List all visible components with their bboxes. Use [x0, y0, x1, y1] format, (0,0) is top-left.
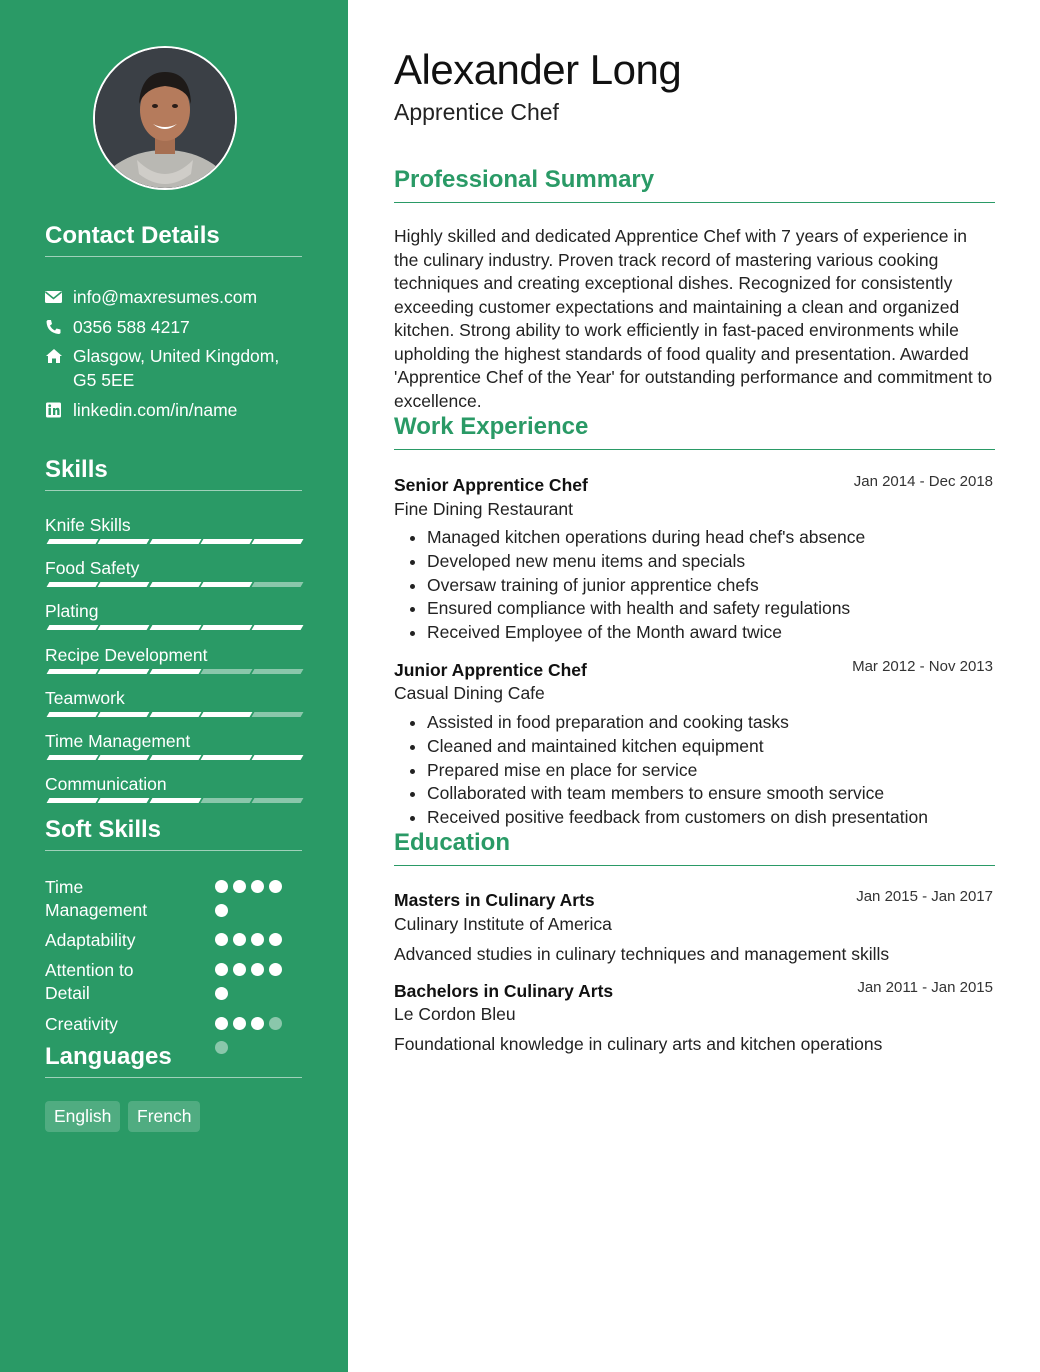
envelope-icon	[45, 289, 63, 305]
address-text: Glasgow, United Kingdom, G5 5EE	[73, 346, 280, 390]
skill-label: Recipe Development	[45, 644, 208, 665]
skill-rating	[45, 755, 303, 761]
soft-skill-dot	[251, 963, 264, 976]
skill-rating-segment	[200, 625, 252, 630]
skill-rating	[45, 582, 303, 588]
skill-rating-segment	[200, 582, 252, 587]
skill-rating-segment	[98, 539, 150, 544]
skill-rating-segment	[149, 669, 201, 674]
skill-rating-segment	[149, 798, 201, 803]
skill-rating-segment	[200, 539, 252, 544]
job-title: Junior Apprentice Chef	[394, 660, 587, 680]
soft-skill-label: Creativity	[45, 1014, 118, 1034]
summary-heading: Professional Summary	[394, 165, 995, 203]
skill-rating	[45, 539, 303, 545]
education-dates: Jan 2011 - Jan 2015	[857, 979, 993, 996]
phone-text[interactable]: 0356 588 4217	[73, 317, 190, 337]
soft-skill-dot	[269, 933, 282, 946]
job-dates: Mar 2012 - Nov 2013	[852, 658, 993, 675]
soft-skill-dot	[215, 963, 228, 976]
education-heading: Education	[394, 828, 995, 866]
skill-rating-segment	[200, 755, 252, 760]
job-company: Casual Dining Cafe	[394, 683, 545, 703]
skill-rating-segment	[98, 669, 150, 674]
skill-item	[45, 687, 303, 709]
skill-rating-segment	[47, 798, 99, 803]
degree-title: Bachelors in Culinary Arts	[394, 981, 614, 1001]
skill-label: Teamwork	[45, 687, 125, 708]
skill-rating-segment	[200, 669, 252, 674]
skill-rating-segment	[252, 755, 304, 760]
skill-rating	[45, 712, 303, 718]
skill-label: Food Safety	[45, 558, 140, 579]
avatar	[93, 46, 237, 190]
skill-rating	[45, 798, 303, 804]
languages-heading: Languages	[45, 1043, 302, 1078]
skill-rating-segment	[252, 798, 304, 803]
skill-item	[45, 644, 303, 666]
soft-skill-dot	[215, 880, 228, 893]
skill-rating-segment	[47, 755, 99, 760]
soft-skill-dot	[269, 963, 282, 976]
soft-skill-dot	[233, 933, 246, 946]
skill-item	[45, 730, 303, 752]
job-title: Senior Apprentice Chef	[394, 475, 588, 495]
skill-rating-segment	[98, 755, 150, 760]
phone-icon	[45, 319, 63, 335]
job-bullets	[394, 711, 994, 830]
soft-skill-dot	[251, 933, 264, 946]
skill-rating-segment	[149, 625, 201, 630]
list-item: • Received Employee of the Month award twice	[427, 621, 994, 645]
linkedin-icon	[45, 402, 63, 418]
experience-heading: Work Experience	[394, 412, 995, 450]
email-text[interactable]: info@maxresumes.com	[73, 287, 258, 307]
job-bullets	[394, 526, 994, 645]
skill-item	[45, 773, 303, 795]
linkedin-text[interactable]: linkedin.com/in/name	[73, 400, 238, 420]
skills-heading: Skills	[45, 456, 302, 491]
list-item: • Received positive feedback from customers on dish presentation	[427, 806, 994, 830]
person-name: Alexander Long	[394, 46, 682, 93]
list-item: • Cleaned and maintained kitchen equipment	[427, 735, 994, 759]
job-company: Fine Dining Restaurant	[394, 499, 573, 519]
degree-title: Masters in Culinary Arts	[394, 890, 595, 910]
person-title: Apprentice Chef	[394, 99, 559, 125]
soft-skill-dot	[269, 880, 282, 893]
skill-rating	[45, 625, 303, 631]
skill-rating-segment	[98, 582, 150, 587]
skill-rating-segment	[149, 539, 201, 544]
skill-label: Communication	[45, 774, 167, 795]
skill-item	[45, 600, 303, 622]
soft-skill-dot	[215, 1017, 228, 1030]
skill-rating-segment	[252, 712, 304, 717]
skill-rating-segment	[200, 798, 252, 803]
skill-rating-segment	[149, 755, 201, 760]
home-icon	[45, 348, 63, 364]
list-item: • Collaborated with team members to ensure smooth service	[427, 782, 994, 806]
skill-rating-segment	[252, 625, 304, 630]
skill-rating-segment	[98, 625, 150, 630]
skill-item	[45, 514, 303, 536]
skill-rating-segment	[47, 539, 99, 544]
skill-rating-segment	[98, 798, 150, 803]
skill-item	[45, 557, 303, 579]
soft-skill-dot	[269, 1017, 282, 1030]
soft-skills-heading: Soft Skills	[45, 816, 302, 851]
skill-rating-segment	[47, 712, 99, 717]
sidebar	[0, 0, 348, 1372]
soft-skill-dot	[233, 1017, 246, 1030]
skill-rating-segment	[149, 712, 201, 717]
skill-rating-segment	[252, 539, 304, 544]
school-name: Le Cordon Bleu	[394, 1004, 516, 1024]
soft-skill-dot	[233, 963, 246, 976]
skill-rating-segment	[47, 582, 99, 587]
soft-skill-dot	[233, 880, 246, 893]
skill-rating-segment	[200, 712, 252, 717]
soft-skill-dot	[215, 904, 228, 917]
soft-skill-dot	[251, 880, 264, 893]
summary-text: Highly skilled and dedicated Apprentice Chef with 7 years of experience in the culinary industry. Proven track record of mastering various cooking techniques and creating exceptional dishes. Recognized for consistently exceeding customer expectations and maintaining a clean and organized kitchen. Strong ability to work efficiently in fast-paced environments while upholding the highest standards of food quality and presentation. Awarded 'Apprentice Chef of the Year' for outstanding performance and commitment to excellence.	[394, 226, 993, 411]
contact-heading: Contact Details	[45, 222, 302, 257]
language-chip: English	[45, 1101, 120, 1132]
soft-skill-label: Attention to Detail	[45, 960, 134, 1003]
soft-skill-dot	[215, 987, 228, 1000]
soft-skill-label: Time Management	[45, 877, 148, 920]
soft-skill-label: Adaptability	[45, 930, 136, 950]
skill-label: Time Management	[45, 731, 191, 751]
school-name: Culinary Institute of America	[394, 914, 612, 934]
list-item: • Ensured compliance with health and safety regulations	[427, 597, 994, 621]
skill-label: Knife Skills	[45, 515, 131, 535]
skill-rating-segment	[98, 712, 150, 717]
soft-skill-dot	[251, 1017, 264, 1030]
skill-rating-segment	[47, 669, 99, 674]
education-dates: Jan 2015 - Jan 2017	[856, 888, 993, 905]
soft-skill-dot	[215, 933, 228, 946]
education-description: Advanced studies in culinary techniques and management skills	[394, 944, 890, 964]
list-item: • Assisted in food preparation and cooking tasks	[427, 711, 994, 735]
skill-rating-segment	[149, 582, 201, 587]
language-chip: French	[128, 1101, 200, 1132]
skill-rating-segment	[47, 625, 99, 630]
skill-label: Plating	[45, 601, 99, 622]
skill-rating-segment	[252, 582, 304, 587]
education-description: Foundational knowledge in culinary arts and kitchen operations	[394, 1034, 883, 1054]
list-item: • Prepared mise en place for service	[427, 759, 994, 783]
list-item: • Oversaw training of junior apprentice chefs	[427, 574, 994, 598]
list-item: • Developed new menu items and specials	[427, 550, 994, 574]
skill-rating	[45, 669, 303, 675]
job-dates: Jan 2014 - Dec 2018	[853, 473, 993, 490]
list-item: • Managed kitchen operations during head chef's absence	[427, 526, 994, 550]
skill-rating-segment	[252, 669, 304, 674]
